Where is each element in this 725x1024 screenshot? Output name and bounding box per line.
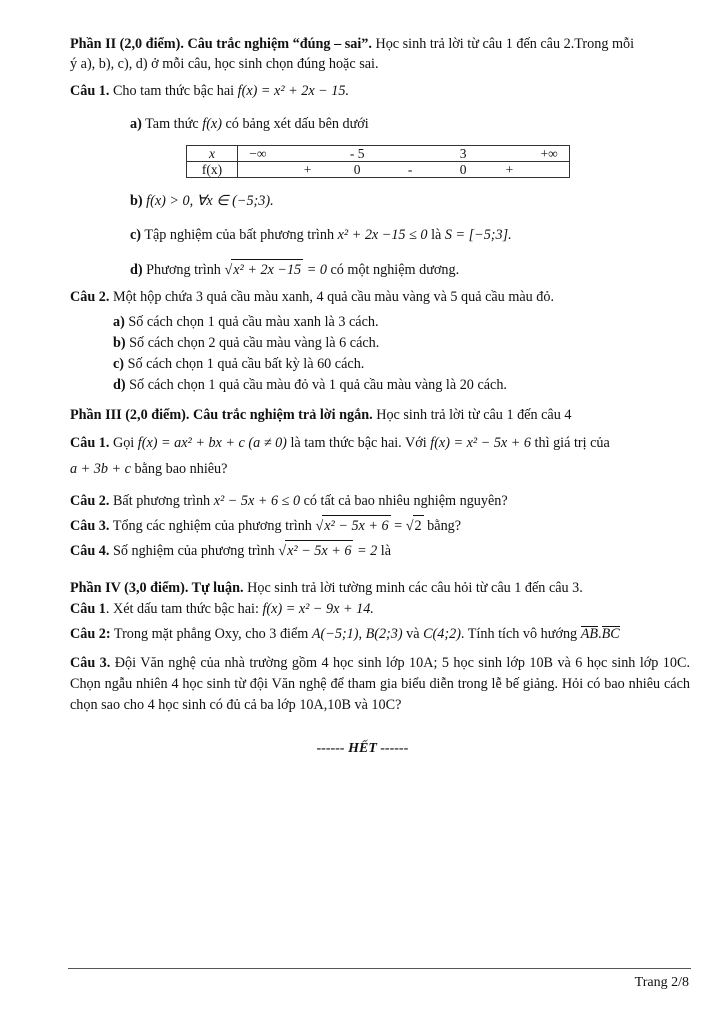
p2-q1-d-text: Phương trình <box>146 262 221 278</box>
p4-q1-f: f(x) = x² − 9x + 14. <box>262 601 374 617</box>
p2-q1-a-label: a) <box>130 116 142 132</box>
part4-line <box>70 578 583 598</box>
p2-q1-c-set: S = [−5;3]. <box>444 227 512 243</box>
sign-x-root1: - 5 <box>349 146 365 161</box>
p3-q2-t2: có tất cả bao nhiêu nghiệm nguyên? <box>303 493 508 509</box>
p2-q2-b-text: Số cách chọn 2 quả cầu màu vàng là 6 cách. <box>129 335 380 351</box>
p3-q3-f1: x² − 5x + 6 <box>322 515 390 536</box>
part4-intro: Học sinh trả lời tường minh các câu hỏi từ câu 1 đến câu 3. <box>247 580 583 596</box>
p3-q4-label: Câu 4. <box>70 543 110 559</box>
p4-q3-paragraph <box>70 653 690 716</box>
p2-q1-c <box>130 225 512 245</box>
p4-q3-text: Đội Văn nghệ của nhà trường gồm 4 học sinh lớp 10A; 5 học sinh lớp 10B và 6 học sinh lớp 10C. Chọn ngẫu nhiên 4 học sinh từ đội Văn nghệ để tham gia biểu diễn trong lễ bế giảng. Hỏi có bao nhiêu cách chọn sao cho 4 học sinh có đủ cả ba lớp 10A,10B và 10C? <box>70 655 690 713</box>
p3-q4-f1: x² − 5x + 6 <box>285 540 353 561</box>
p4-q2-t1: Trong mặt phẳng Oxy, cho 3 điểm <box>113 626 309 642</box>
p2-q1-b-formula: f(x) > 0, ∀x ∈ (−5;3). <box>146 193 274 209</box>
p3-q2-line <box>70 491 508 511</box>
p3-q3-f3: 2 <box>413 515 424 536</box>
p2-q2-c-text: Số cách chọn 1 quả cầu bất kỳ là 60 cách. <box>127 356 365 372</box>
sign-table-f-values <box>238 162 570 178</box>
p3-q3-t1: Tổng các nghiệm của phương trình <box>112 518 312 534</box>
p3-q1-t1: Gọi <box>112 435 135 451</box>
p2-q1-c-text: Tập nghiệm của bất phương trình <box>144 227 335 243</box>
sign-table-row-x <box>187 146 570 162</box>
p2-q1-d-label: d) <box>130 262 143 278</box>
p3-q4-t2: là <box>380 543 392 559</box>
sign-f-plus1: + <box>303 162 312 177</box>
p2-q1-d-rest: có một nghiệm dương. <box>330 262 460 278</box>
p2-q1-text: Cho tam thức bậc hai <box>112 83 235 99</box>
sqrt-sign: √ <box>224 262 233 278</box>
p2-q2-line <box>70 287 554 307</box>
part2-heading: Phần II (2,0 điểm). Câu trắc nghiệm “đúng – sai”. <box>70 36 372 52</box>
p3-q4-t1: Số nghiệm của phương trình <box>112 543 275 559</box>
p2-q1-b-label: b) <box>130 193 143 209</box>
p3-q1-line1 <box>70 433 610 453</box>
p4-q2-dot: . <box>598 626 602 642</box>
p3-q2-t1: Bất phương trình <box>112 493 211 509</box>
p4-q1-label: Câu 1 <box>70 601 106 617</box>
p2-q1-d <box>130 259 459 280</box>
p3-q1-line2 <box>70 459 227 479</box>
page-number: Trang 2/8 <box>634 975 689 990</box>
p3-q1-t2: là tam thức bậc hai. Với <box>290 435 427 451</box>
p2-q2-b-label: b) <box>113 335 126 351</box>
sqrt-sign: √ <box>315 518 324 534</box>
sign-table-x-values <box>238 146 570 162</box>
p2-q2-text: Một hộp chứa 3 quả cầu màu xanh, 4 quả cầu màu vàng và 5 quả cầu màu đỏ. <box>112 289 555 305</box>
p2-q1-a-fx: f(x) <box>202 116 222 132</box>
part4-heading: Phần IV (3,0 điểm). Tự luận. <box>70 580 244 596</box>
p2-q2-d-text: Số cách chọn 1 quả cầu màu đỏ và 1 quả cầu màu vàng là 20 cách. <box>129 377 507 393</box>
sign-f-zero1: 0 <box>353 162 361 177</box>
p2-q1-d-eq: = 0 <box>306 262 327 278</box>
sign-x-neg-inf: −∞ <box>249 146 267 161</box>
p3-q3-t2: bằng? <box>427 518 462 534</box>
p2-q1-c-ineq: x² + 2x −15 ≤ 0 <box>337 227 428 243</box>
p4-q2-point-b: B(2;3) <box>365 626 403 642</box>
p3-q3-f2: = <box>394 518 403 534</box>
part3-intro: Học sinh trả lời từ câu 1 đến câu 4 <box>376 407 572 423</box>
part2-line1 <box>70 34 634 54</box>
p2-q2-a <box>113 312 379 332</box>
p3-q1-t3: thì giá trị của <box>534 435 610 451</box>
footer-rule <box>68 968 691 969</box>
p4-q2-point-a: A(−5;1) <box>311 626 359 642</box>
p2-q1-a-text: Tam thức <box>145 116 199 132</box>
p3-q1-t4: bằng bao nhiêu? <box>134 461 228 477</box>
p2-q1-d-sqrt: x² + 2x −15 <box>231 259 303 280</box>
p4-q2-line: Câu 2: Trong mặt phẳng Oxy, cho 3 điểm A(−5;1), B(2;3) và C(4;2). Tính tích vô hướng AB.BC <box>70 626 620 642</box>
p2-q1-c-label: c) <box>130 227 142 243</box>
sign-table-x-head: x <box>187 146 238 162</box>
sqrt-sign: √ <box>278 543 287 559</box>
p2-q2-d-label: d) <box>113 377 126 393</box>
p4-q2-label: Câu 2: <box>70 626 111 642</box>
sign-f-minus: - <box>407 162 413 177</box>
p3-q2-label: Câu 2. <box>70 493 110 509</box>
p3-q2-f: x² − 5x + 6 ≤ 0 <box>213 493 301 509</box>
p4-q2-t2: . Tính tích vô hướng <box>460 626 578 642</box>
p3-q1-f2: f(x) = x² − 5x + 6 <box>430 435 531 451</box>
p2-q1-a-rest: có bảng xét dấu bên dưới <box>225 116 369 132</box>
part3-line <box>70 405 571 425</box>
part2-intro: Học sinh trả lời từ câu 1 đến câu 2.Trong mỗi <box>375 36 635 52</box>
p3-q1-label: Câu 1. <box>70 435 110 451</box>
p3-q4-line <box>70 540 391 561</box>
p4-q2-vector-bc: BC <box>601 626 620 642</box>
p2-q1-c-mid: là <box>431 227 442 243</box>
p2-q1-b <box>130 191 274 211</box>
p2-q2-b <box>113 333 379 353</box>
p2-q1-formula: f(x) = x² + 2x − 15. <box>237 83 350 99</box>
p2-q1-a <box>130 114 369 134</box>
p2-q2-d <box>113 375 507 395</box>
p2-q2-a-label: a) <box>113 314 125 330</box>
p4-q3-label: Câu 3. <box>70 655 111 671</box>
part3-heading: Phần III (2,0 điểm). Câu trắc nghiệm trả lời ngắn. <box>70 407 373 423</box>
p3-q3-label: Câu 3. <box>70 518 110 534</box>
p4-q2-and: và <box>406 626 420 642</box>
p4-q2-vector-ab: AB <box>580 626 599 642</box>
p4-q2-point-c: C(4;2) <box>423 626 461 642</box>
p4-q1-t1: . Xét dấu tam thức bậc hai: <box>105 601 259 617</box>
p2-q1-label: Câu 1. <box>70 83 110 99</box>
sign-f-zero2: 0 <box>459 162 467 177</box>
p4-q1-line <box>70 599 374 619</box>
sign-x-root2: 3 <box>459 146 467 161</box>
sign-table-f-head: f(x) <box>187 162 238 178</box>
p3-q1-f3: a + 3b + c <box>70 461 131 477</box>
sign-x-pos-inf: +∞ <box>540 146 558 161</box>
sign-table-row-f <box>187 162 570 178</box>
end-mark: ------ HẾT ------ <box>316 741 409 756</box>
p2-q1-line <box>70 81 349 101</box>
p2-q2-a-text: Số cách chọn 1 quả cầu màu xanh là 3 cách. <box>128 314 379 330</box>
p2-q2-label: Câu 2. <box>70 289 110 305</box>
sqrt-sign: √ <box>405 518 414 534</box>
sign-table <box>186 145 570 178</box>
p3-q4-f2: = 2 <box>357 543 378 559</box>
p3-q3-line <box>70 515 461 536</box>
p2-q2-c-label: c) <box>113 356 125 372</box>
p3-q1-f1: f(x) = ax² + bx + c (a ≠ 0) <box>137 435 287 451</box>
sign-f-plus2: + <box>505 162 514 177</box>
part2-line2: ý a), b), c), d) ở mỗi câu, học sinh chọn đúng hoặc sai. <box>70 56 379 72</box>
p2-q2-c <box>113 354 364 374</box>
